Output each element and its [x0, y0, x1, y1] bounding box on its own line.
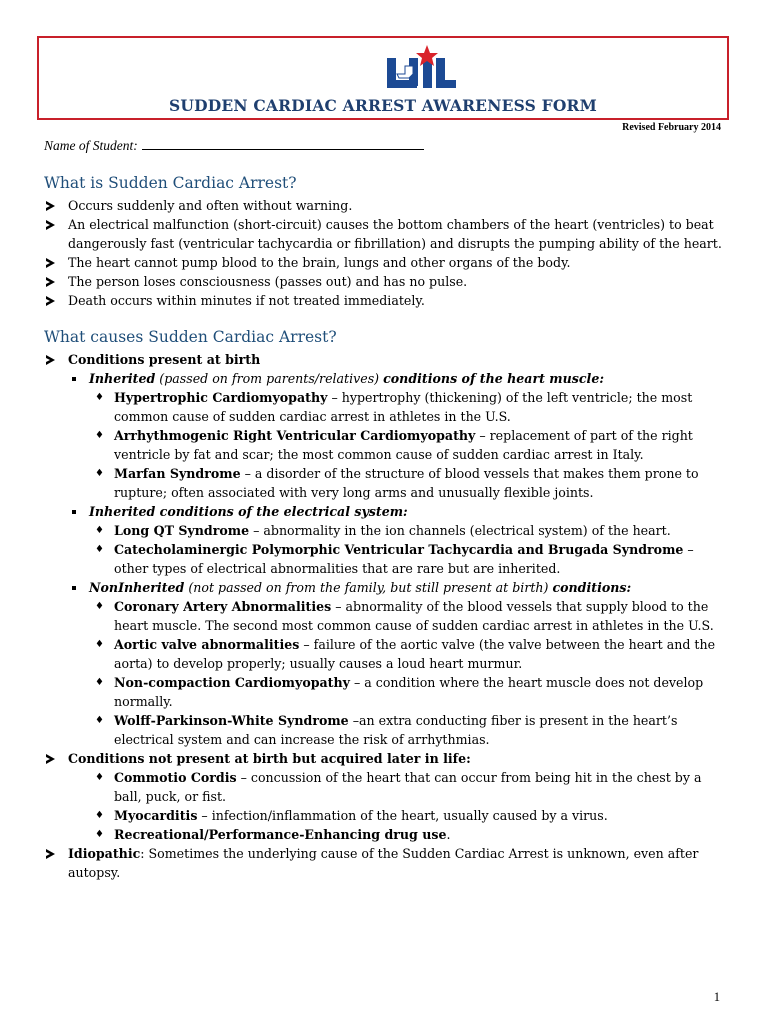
causes-list — [44, 350, 724, 369]
arrow-bullet-icon — [46, 296, 55, 306]
section-heading-what-is: What is Sudden Cardiac Arrest? — [44, 174, 297, 192]
student-name-label: Name of Student: — [44, 138, 138, 153]
arrow-bullet-icon — [46, 754, 55, 764]
page-number: 1 — [713, 990, 720, 1004]
list-item: The heart cannot pump blood to the brain, lungs and other organs of the body. — [44, 253, 724, 272]
square-bullet-icon — [72, 377, 76, 381]
diamond-bullet-icon: ♦ — [95, 430, 104, 441]
list-item-inherited-electrical: Inherited conditions of the electrical system: ♦ Long QT Syndrome – abnormality in the ion channels (electrical system) of the heart. ♦ Catecholaminergic Polymorphic Ventricular Tachycardia and Brugada Syndrome – other types of electrical abnormalities that are rare but are inherited. — [44, 502, 724, 578]
list-item: An electrical malfunction (short-circuit) causes the bottom chambers of the heart (ventricles) to beat dangerously fast (ventricular tachycardia or fibrillation) and disrupts the pumping ability of the heart. — [44, 215, 724, 253]
diamond-bullet-icon: ♦ — [95, 639, 104, 650]
list-item: ♦ Marfan Syndrome – a disorder of the structure of blood vessels that makes them prone to rupture; often associated with very long arms and unusually flexible joints. — [95, 466, 699, 500]
birth-sublist — [44, 369, 724, 749]
diamond-bullet-icon: ♦ — [95, 468, 104, 479]
list-item: ♦ Arrhythmogenic Right Ventricular Cardiomyopathy – replacement of part of the right ventricle by fat and scar; the most common cause of sudden cardiac arrest in Italy. — [95, 428, 693, 462]
list-item: ♦ Hypertrophic Cardiomyopathy – hypertrophy (thickening) of the left ventricle; the most common cause of sudden cardiac arrest in athletes in the U.S. — [95, 390, 693, 424]
section-heading-what-causes: What causes Sudden Cardiac Arrest? — [44, 328, 337, 346]
arrow-bullet-icon — [46, 277, 55, 287]
acquired-list — [44, 749, 724, 882]
revised-date: Revised February 2014 — [622, 122, 721, 133]
arrow-bullet-icon — [46, 355, 55, 365]
list-item: Death occurs within minutes if not treated immediately. — [44, 291, 724, 310]
list-item: ♦ Catecholaminergic Polymorphic Ventricular Tachycardia and Brugada Syndrome – other types of electrical abnormalities that are rare but are inherited. — [95, 542, 694, 576]
list-item: ♦ Long QT Syndrome – abnormality in the ion channels (electrical system) of the heart. — [95, 523, 671, 538]
list-item: ♦ Recreational/Performance-Enhancing drug use. — [95, 827, 451, 842]
what-is-list — [44, 196, 724, 310]
diamond-bullet-icon: ♦ — [95, 715, 104, 726]
diamond-bullet-icon: ♦ — [95, 392, 104, 403]
diamond-bullet-icon: ♦ — [95, 525, 104, 536]
arrow-bullet-icon — [46, 258, 55, 268]
list-item-acquired: Conditions not present at birth but acquired later in life: ♦ Commotio Cordis – concussion of the heart that can occur from being hit in the chest by a ball, puck, or fist. ♦ Myocarditis – infection/inflammation of the heart, usually caused by a virus. ♦ Recreational/Performance-Enhancing drug use. — [44, 749, 724, 844]
arrow-bullet-icon — [46, 220, 55, 230]
arrow-bullet-icon — [46, 201, 55, 211]
square-bullet-icon — [72, 510, 76, 514]
list-item: Occurs suddenly and often without warning. — [44, 196, 724, 215]
diamond-bullet-icon: ♦ — [95, 601, 104, 612]
list-item-noninherited: NonInherited (not passed on from the family, but still present at birth) conditions: ♦ Coronary Artery Abnormalities – abnormality of the blood vessels that supply blood to the heart muscle. The second most common cause of sudden cardiac arrest in athletes in the U.S. ♦ Aortic valve abnormalities – failure of the aortic valve (the valve between the heart and the aorta) to develop properly; usually causes a loud heart murmur. ♦ Non-compaction Cardiomyopathy – a condition where the heart muscle does not develop normally. ♦ Wolff-Parkinson-White Syndrome –an extra conducting fiber is present in the heart’s electrical system and can increase the risk of arrhythmias. — [44, 578, 724, 749]
square-bullet-icon — [72, 586, 76, 590]
form-content — [44, 170, 724, 882]
list-item-birth: Conditions present at birth — [44, 350, 724, 369]
list-item: The person loses consciousness (passes out) and has no pulse. — [44, 272, 724, 291]
list-item: ♦ Myocarditis – infection/inflammation of the heart, usually caused by a virus. — [95, 808, 608, 823]
list-item-idiopathic: Idiopathic: Sometimes the underlying cause of the Sudden Cardiac Arrest is unknown, even after autopsy. — [44, 844, 724, 882]
list-item: ♦ Non-compaction Cardiomyopathy – a condition where the heart muscle does not develop normally. — [95, 675, 704, 709]
uil-logo — [385, 44, 459, 94]
arrow-bullet-icon — [46, 849, 55, 859]
diamond-bullet-icon: ♦ — [95, 677, 104, 688]
list-item: ♦ Wolff-Parkinson-White Syndrome –an extra conducting fiber is present in the heart’s electrical system and can increase the risk of arrhythmias. — [95, 713, 678, 747]
diamond-bullet-icon: ♦ — [95, 829, 104, 840]
list-item: ♦ Coronary Artery Abnormalities – abnormality of the blood vessels that supply blood to the heart muscle. The second most common cause of sudden cardiac arrest in athletes in the U.S. — [95, 599, 714, 633]
form-title: SUDDEN CARDIAC ARREST AWARENESS FORM — [169, 96, 597, 115]
list-item-inherited-muscle: Inherited (passed on from parents/relatives) conditions of the heart muscle: ♦ Hypertrophic Cardiomyopathy – hypertrophy (thickening) of the left ventricle; the most common cause of sudden cardiac arrest in athletes in the U.S. ♦ Arrhythmogenic Right Ventricular Cardiomyopathy – replacement of part of the right ventricle by fat and scar; the most common cause of sudden cardiac arrest in Italy. ♦ Marfan Syndrome – a disorder of the structure of blood vessels that makes them prone to rupture; often associated with very long arms and unusually flexible joints. — [44, 369, 724, 502]
diamond-bullet-icon: ♦ — [95, 772, 104, 783]
list-item: ♦ Aortic valve abnormalities – failure of the aortic valve (the valve between the heart and the aorta) to develop properly; usually causes a loud heart murmur. — [95, 637, 716, 671]
header-box — [37, 36, 729, 120]
diamond-bullet-icon: ♦ — [95, 810, 104, 821]
list-item: ♦ Commotio Cordis – concussion of the heart that can occur from being hit in the chest by a ball, puck, or fist. — [95, 770, 702, 804]
student-name-blank[interactable] — [142, 136, 424, 150]
student-name-row — [44, 136, 424, 154]
diamond-bullet-icon: ♦ — [95, 544, 104, 555]
